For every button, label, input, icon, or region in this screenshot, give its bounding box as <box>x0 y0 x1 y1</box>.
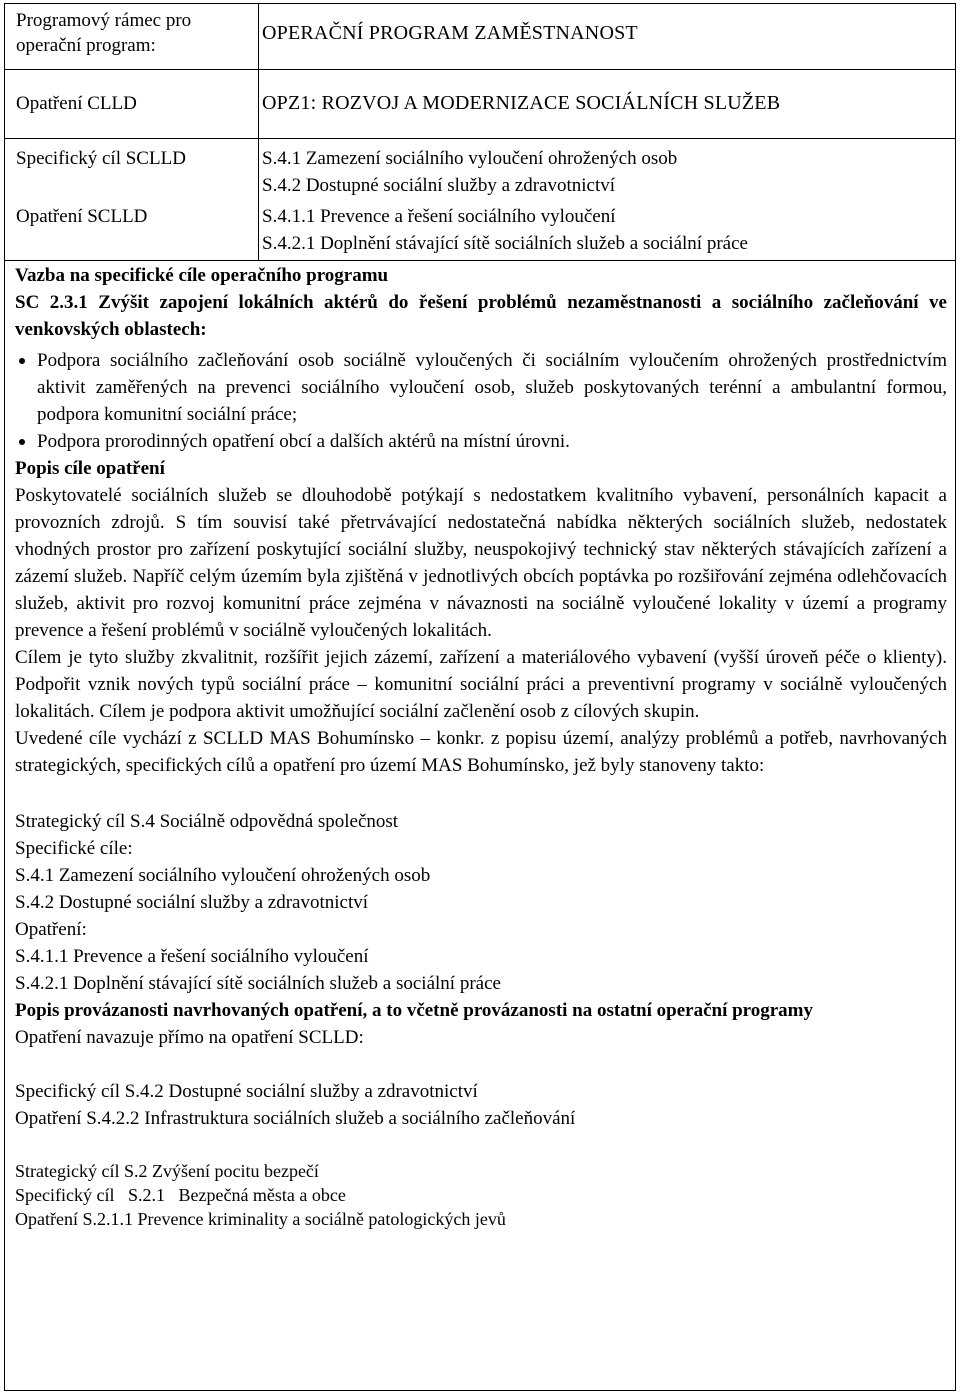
strategy-list <box>15 806 947 997</box>
header-row-opatreni-clld <box>4 70 956 138</box>
row-label: Opatření SCLLD <box>16 206 148 227</box>
vazba-heading: Vazba na specifické cíle operačního programu <box>15 265 389 286</box>
header-row-opatreni-sclld <box>4 203 956 257</box>
bullet-item: Podpora sociálního začleňování osob sociálně vyloučených či sociálním vyloučením ohrožených prostřednictvím aktivit zaměřených na prevenci sociálního vyloučení osob, služeb poskytovaných terénní a ambulantní formou, podpora komunitní sociální práce; <box>15 347 947 428</box>
vazba-bullet-list <box>15 347 947 455</box>
provazanost-line: Specifický cíl S.2.1 Bezpečná města a obce <box>15 1185 346 1205</box>
strategy-line: S.4.1.1 Prevence a řešení sociálního vyloučení <box>15 946 369 967</box>
row-label: Programový rámec pro operační program: <box>16 10 192 56</box>
provazanost-intro: Opatření navazuje přímo na opatření SCLLD: <box>15 1027 364 1048</box>
row-label: Specifický cíl SCLLD <box>16 148 186 169</box>
strategy-line: Opatření: <box>15 919 87 940</box>
provazanost-line: Strategický cíl S.2 Zvýšení pocitu bezpečí <box>15 1161 319 1181</box>
spacer <box>15 779 947 806</box>
popis-heading: Popis cíle opatření <box>15 458 165 479</box>
bullet-icon <box>19 358 25 364</box>
strategy-line: S.4.1 Zamezení sociálního vyloučení ohrožených osob <box>15 865 431 886</box>
sc-statement: SC 2.3.1 Zvýšit zapojení lokálních aktérů do řešení problémů nezaměstnanosti a sociálního začleňování ve venkovských oblastech: <box>15 292 947 340</box>
row-value: OPZ1: ROZVOJ A MODERNIZACE SOCIÁLNÍCH SLUŽEB <box>262 92 781 114</box>
strategy-line: Strategický cíl S.4 Sociálně odpovědná společnost <box>15 811 399 832</box>
strategy-line: S.4.2 Dostupné sociální služby a zdravotnictví <box>15 892 369 913</box>
specificky-cil-item: S.4.2 Dostupné sociální služby a zdravotnictví <box>262 175 616 196</box>
row-values <box>248 203 956 257</box>
row-value: OPERAČNÍ PROGRAM ZAMĚSTNANOST <box>262 22 638 44</box>
body-content <box>4 261 956 1231</box>
header-row-programovy-ramec <box>4 3 956 69</box>
spacer <box>15 1051 947 1078</box>
row-values <box>248 145 956 199</box>
provazanost-line: Opatření S.4.2.2 Infrastruktura sociálních služeb a sociálního začleňování <box>15 1108 576 1129</box>
row-label: Opatření CLLD <box>16 93 137 114</box>
opatreni-item: S.4.2.1 Doplnění stávající sítě sociálních služeb a sociální práce <box>262 233 748 254</box>
bullet-icon <box>19 439 25 445</box>
specificky-cil-item: S.4.1 Zamezení sociálního vyloučení ohrožených osob <box>262 148 678 169</box>
bullet-item: Podpora prorodinných opatření obcí a dalších aktérů na místní úrovni. <box>15 428 947 455</box>
strategy-line: Specifické cíle: <box>15 838 133 859</box>
popis-paragraph: Uvedené cíle vychází z SCLLD MAS Bohumínsko – konkr. z popisu území, analýzy problémů a potřeb, navrhovaných strategických, specifických cílů a opatření pro území MAS Bohumínsko, jež byly stanoveny takto: <box>15 728 947 776</box>
provazanost-line: Specifický cíl S.4.2 Dostupné sociální služby a zdravotnictví <box>15 1081 478 1102</box>
popis-paragraph: Cílem je tyto služby zkvalitnit, rozšířit jejich zázemí, zařízení a materiálového vybavení (vyšší úroveň péče o klienty). Podpořit vznik nových typů sociální práce – komunitní sociální práci a preventivní programy v sociálně vyloučených lokalitách. Cílem je podpora aktivit umožňující sociální začlenění osob z cílových skupin. <box>15 647 947 722</box>
provazanost-heading: Popis provázanosti navrhovaných opatření, a to včetně provázanosti na ostatní operační programy <box>15 1000 814 1021</box>
header-row-specificky-cil <box>4 145 956 199</box>
row-divider <box>4 138 956 139</box>
opatreni-item: S.4.1.1 Prevence a řešení sociálního vyloučení <box>262 206 616 227</box>
spacer <box>15 1132 947 1159</box>
popis-paragraph: Poskytovatelé sociálních služeb se dlouhodobě potýkají s nedostatkem kvalitního vybavení, personálních kapacit a provozních zdrojů. S tím souvisí také přetrvávající nedostatečná nabídka některých sociálních služeb, nedostatek vhodných prostor pro zařízení poskytující sociální služby, neuspokojivý technický stav některých stávajících zařízení a zázemí služeb. Napříč celým územím byla zjištěná v jednotlivých obcích poptávka po rozšiřování zejména odlehčovacích služeb, aktivit pro rozvoj komunitní práce zejména v návaznosti na sociálně vyloučené lokality v území a programy prevence a řešení problémů v sociálně vyloučených lokalitách. <box>15 485 947 641</box>
strategy-line: S.4.2.1 Doplnění stávající sítě sociálních služeb a sociální práce <box>15 973 501 994</box>
provazanost-line: Opatření S.2.1.1 Prevence kriminality a sociálně patologických jevů <box>15 1209 506 1229</box>
